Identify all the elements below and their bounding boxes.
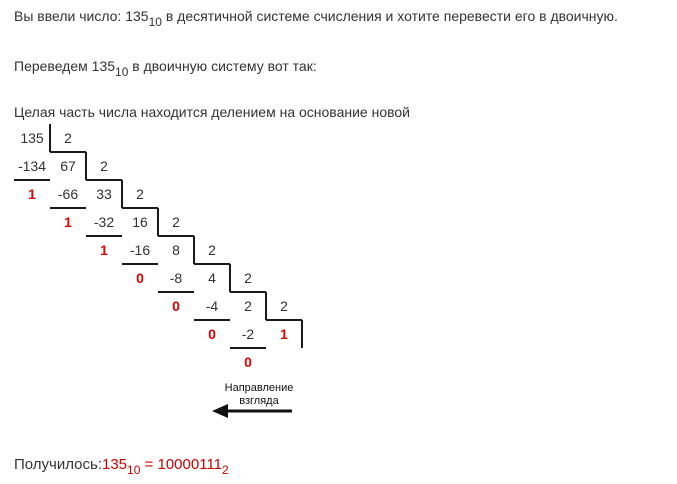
divisor-value: 2 <box>136 186 144 202</box>
subtraction-value: -66 <box>57 186 79 202</box>
dividend-value: 16 <box>132 214 148 230</box>
divisor-value: 2 <box>208 242 216 258</box>
result-text <box>14 456 229 477</box>
subtraction-value: -8 <box>169 270 183 286</box>
dividend-value: 67 <box>60 158 76 174</box>
remainder-digit: 0 <box>172 298 180 314</box>
divisor-value: 2 <box>64 130 72 146</box>
dividend-value: 8 <box>172 242 180 258</box>
step-suffix: в двоичную систему вот так: <box>128 58 317 74</box>
result-label: Получилось: <box>14 456 102 473</box>
remainder-digit: 0 <box>136 270 144 286</box>
division-bar <box>301 320 303 348</box>
dividend-value: 135 <box>20 130 44 146</box>
divisor-value: 2 <box>100 158 108 174</box>
subtraction-value: -2 <box>241 326 255 342</box>
subtraction-value: -4 <box>205 298 219 314</box>
step-base: 10 <box>115 65 129 79</box>
result-to-number: 10000111 <box>157 456 223 473</box>
arrow-left-icon <box>212 403 296 419</box>
intro-suffix: в десятичной системе счисления и хотите перевести его в двоичную. <box>161 8 618 24</box>
subtraction-line <box>86 235 122 237</box>
result-equals: = <box>140 456 158 473</box>
direction-label-line2: взгляда <box>239 395 279 407</box>
divisor-value: 2 <box>280 298 288 314</box>
subtraction-line <box>50 207 86 209</box>
dividend-value: 33 <box>96 186 112 202</box>
division-bar <box>121 180 123 208</box>
intro-base: 10 <box>148 15 162 29</box>
subtraction-line <box>122 263 158 265</box>
result-from-base: 10 <box>127 463 141 477</box>
dividend-value: 4 <box>208 270 216 286</box>
result-to-base: 2 <box>222 463 229 477</box>
remainder-digit: 1 <box>28 186 36 202</box>
remainder-digit: 1 <box>100 242 108 258</box>
division-bar <box>49 124 51 152</box>
divisor-value: 2 <box>172 214 180 230</box>
remainder-digit: 1 <box>64 214 72 230</box>
subtraction-line <box>194 319 230 321</box>
subtraction-line <box>230 347 266 349</box>
final-quotient-digit: 1 <box>280 326 288 342</box>
remainder-digit: 0 <box>208 326 216 342</box>
step-prefix: Переведем <box>14 58 92 74</box>
division-bar <box>265 292 267 320</box>
intro-number: 135 <box>125 8 149 24</box>
subtraction-value: -32 <box>93 214 115 230</box>
division-bar <box>85 152 87 180</box>
intro-prefix: Вы ввели число: <box>14 8 126 24</box>
step-number: 135 <box>91 58 116 74</box>
remainder-digit: 0 <box>244 354 252 370</box>
division-bar <box>229 264 231 292</box>
subtraction-line <box>158 291 194 293</box>
subtraction-value: -134 <box>17 158 47 174</box>
subtraction-value: -16 <box>129 242 151 258</box>
method-text: Целая часть числа находится делением на основание новой <box>14 104 410 120</box>
dividend-value: 2 <box>244 298 252 314</box>
subtraction-line <box>14 179 50 181</box>
division-bar <box>193 236 195 264</box>
direction-label-line1: Направление <box>224 382 294 394</box>
result-from-number: 135 <box>102 456 128 473</box>
division-bar <box>157 208 159 236</box>
divisor-value: 2 <box>244 270 252 286</box>
